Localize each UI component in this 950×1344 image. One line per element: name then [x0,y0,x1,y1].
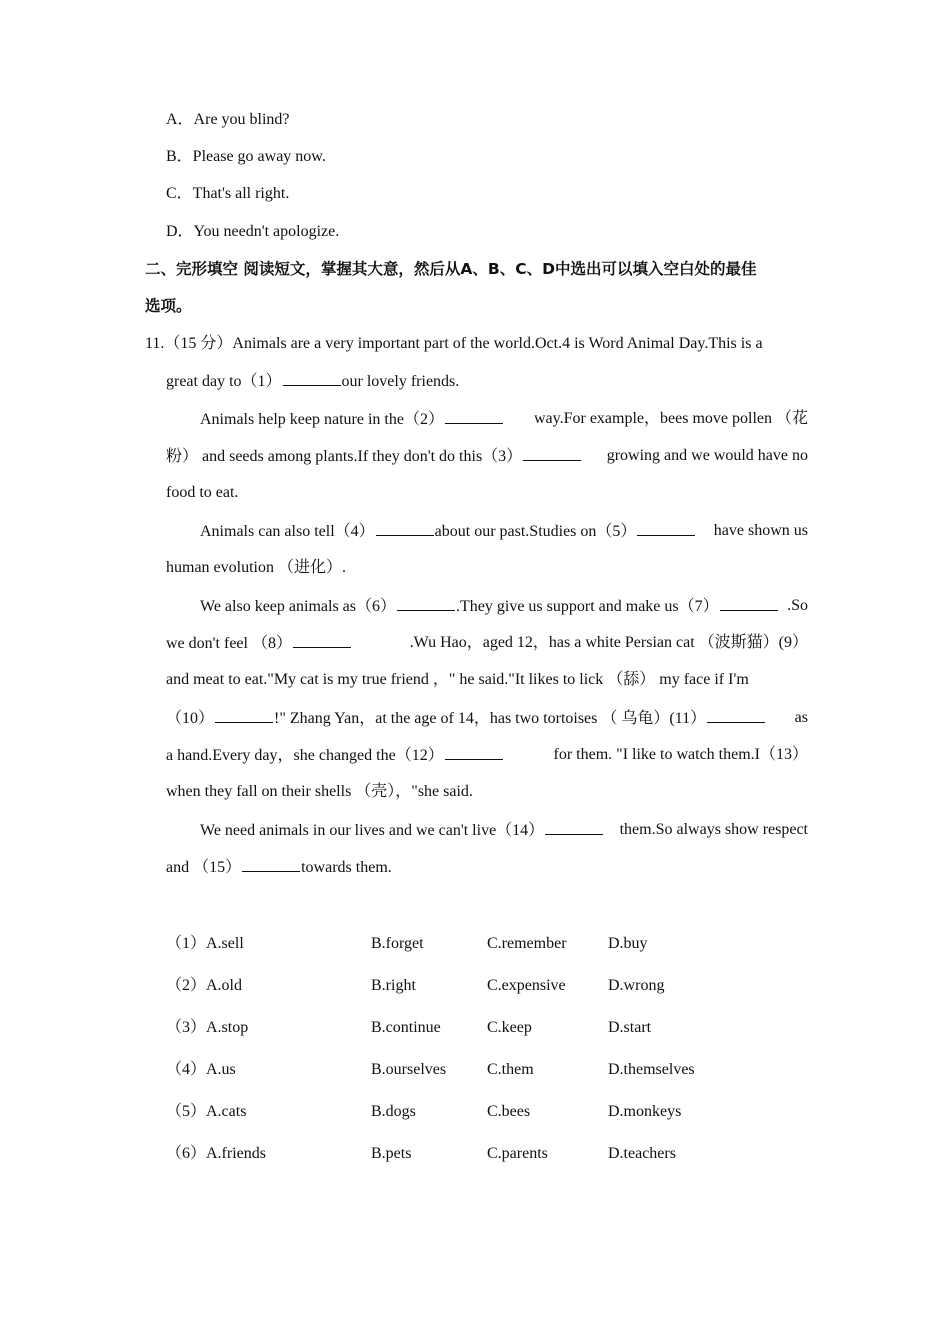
choice-4c[interactable]: C.them [487,1061,534,1078]
passage-line [200,520,808,543]
passage-line [166,445,808,468]
passage-text: .Wu Hao，aged 12，has a white Persian cat （波斯猫）(9） [409,634,808,651]
passage-line [200,819,808,842]
passage-line [166,482,238,504]
passage-text: We need animals in our lives and we can't live（14） [200,822,545,839]
passage-text: 11.（15 分）Animals are a very important part of the world.Oct.4 is Word Animal Day.This is a [145,335,763,352]
choice-2b[interactable]: B.right [371,977,416,994]
blank-3[interactable] [523,445,581,461]
section-heading-cont: 选项。 [145,297,192,315]
blank-15[interactable] [242,856,300,872]
choice-3a[interactable]: （3）A.stop [166,1019,249,1036]
passage-line [200,408,808,431]
passage-text: have shown us [713,522,808,539]
blank-5[interactable] [637,520,695,536]
passage-text: We also keep animals as（6） [200,598,396,615]
choice-2a[interactable]: （2）A.old [166,977,243,994]
passage-text: Animals can also tell（4） [200,523,375,540]
section-heading: 二、完形填空 阅读短文，掌握其大意，然后从A、B、C、D中选出可以填入空白处的最佳 [145,260,757,278]
passage-line [166,632,808,655]
blank-1[interactable] [283,370,341,386]
option-a: A．Are you blind? [166,111,290,128]
question-stem [145,333,808,355]
option-b: B．Please go away now. [166,148,326,165]
choice-6b[interactable]: B.pets [371,1145,412,1162]
passage-text: for them. "I like to watch them.I（13） [553,746,808,763]
blank-2[interactable] [445,408,503,424]
passage-text: about our past.Studies on（5） [434,523,637,540]
passage-line [200,595,808,618]
choice-3d[interactable]: D.start [608,1019,652,1036]
passage-text: .So [787,597,808,614]
choice-6c[interactable]: C.parents [487,1145,548,1162]
passage-line [166,707,808,730]
passage-line [166,856,392,879]
passage-text: 粉） and seeds among plants.If they don't do this（3） [166,448,523,465]
choice-5d[interactable]: D.monkeys [608,1103,682,1120]
passage-text: growing and we would have no [606,447,808,464]
passage-text: we don't feel （8） [166,635,292,652]
passage-text: them.So always show respect [619,821,808,838]
blank-10[interactable] [215,707,273,723]
passage-text: our lovely friends. [341,373,460,390]
choice-3b[interactable]: B.continue [371,1019,441,1036]
choice-5b[interactable]: B.dogs [371,1103,416,1120]
passage-text: food to eat. [166,484,239,501]
choice-5a[interactable]: （5）A.cats [166,1103,247,1120]
passage-text: as [794,709,808,726]
blank-12[interactable] [445,744,503,760]
blank-8[interactable] [293,632,351,648]
choice-4b[interactable]: B.ourselves [371,1061,447,1078]
choice-1c[interactable]: C.remember [487,935,567,952]
blank-11[interactable] [707,707,765,723]
passage-text: and （15） [166,859,242,876]
passage-text: and meat to eat."My cat is my true friend ，" he said."It likes to lick （舔） my face if I'm [166,671,749,688]
passage-text: a hand.Every day，she changed the（12） [166,747,444,764]
passage-text: when they fall on their shells （壳），"she said. [166,783,473,800]
passage-text: great day to（1） [166,373,282,390]
option-c: C．That's all right. [166,185,290,202]
choice-4a[interactable]: （4）A.us [166,1061,236,1078]
choice-1b[interactable]: B.forget [371,935,424,952]
passage-text: way.For example，bees move pollen （花 [533,410,808,427]
passage-line [166,669,749,691]
blank-7[interactable] [720,595,778,611]
choice-1a[interactable]: （1）A.sell [166,935,244,952]
passage-line [166,370,459,393]
option-d: D．You needn't apologize. [166,223,340,240]
passage-text: towards them. [301,859,392,876]
choice-2c[interactable]: C.expensive [487,977,566,994]
passage-line [166,557,346,579]
choice-1d[interactable]: D.buy [608,935,648,952]
passage-text: human evolution （进化）. [166,559,346,576]
blank-6[interactable] [397,595,455,611]
passage-line [166,744,808,767]
choice-3c[interactable]: C.keep [487,1019,532,1036]
passage-line [166,781,473,803]
blank-4[interactable] [376,520,434,536]
choice-4d[interactable]: D.themselves [608,1061,695,1078]
passage-text: （10） [166,710,215,727]
choice-2d[interactable]: D.wrong [608,977,665,994]
choice-5c[interactable]: C.bees [487,1103,531,1120]
choice-6d[interactable]: D.teachers [608,1145,676,1162]
blank-14[interactable] [545,819,603,835]
passage-text: !" Zhang Yan，at the age of 14，has two tortoises （ 乌龟）(11） [274,710,707,727]
passage-text: Animals help keep nature in the（2） [200,411,444,428]
passage-text: .They give us support and make us（7） [456,598,719,615]
choice-6a[interactable]: （6）A.friends [166,1145,266,1162]
